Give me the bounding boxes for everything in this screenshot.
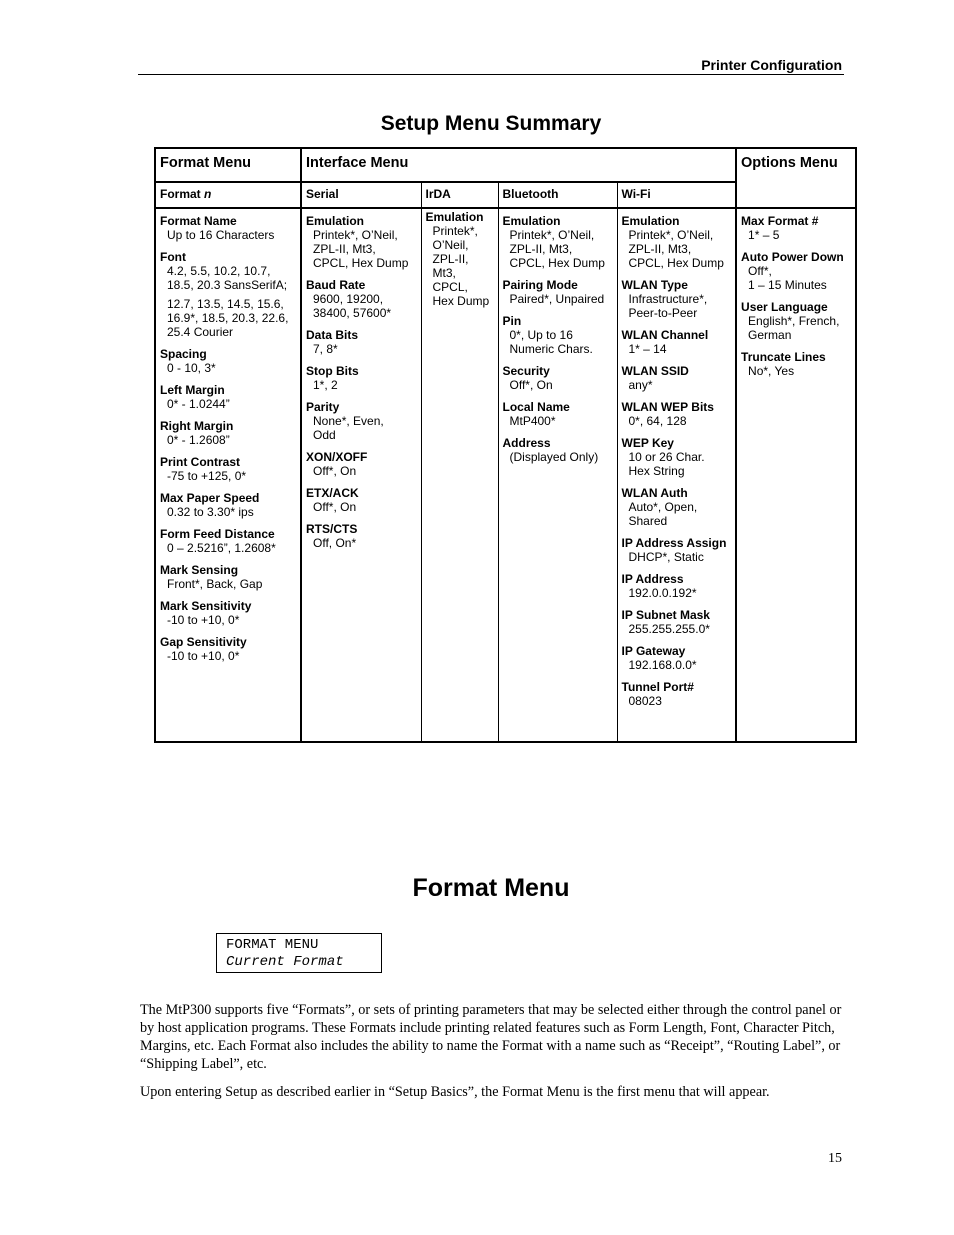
- option-entry: Pairing Mode Paired*, Unpaired: [502, 278, 605, 306]
- option-entry: Max Paper Speed 0.32 to 3.30* ips: [160, 491, 260, 519]
- option-entry: WLAN SSID any*: [621, 364, 689, 392]
- option-entry: WLAN Channel 1* – 14: [621, 328, 709, 356]
- option-entry: Truncate Lines No*, Yes: [741, 350, 826, 378]
- option-entry: Form Feed Distance 0 – 2.5216”, 1.2608*: [160, 527, 276, 555]
- option-entry: WEP Key 10 or 26 Char. Hex String: [621, 436, 705, 478]
- bluetooth-subheader: Bluetooth: [498, 182, 617, 208]
- option-entry: Emulation Printek*, O’Neil, ZPL-II, Mt3, CPCL, Hex Dump: [502, 214, 605, 270]
- serial-column: [301, 208, 421, 742]
- format-n-subheader: Format n: [155, 182, 301, 208]
- options-menu-header: Options Menu: [736, 148, 856, 208]
- summary-title: Setup Menu Summary: [380, 112, 602, 135]
- option-entry: ETX/ACK Off*, On: [306, 486, 359, 514]
- running-header: Printer Configuration: [701, 57, 842, 73]
- option-entry: IP Address 192.0.0.192*: [621, 572, 697, 600]
- format-menu-title: Format Menu: [412, 874, 570, 902]
- option-entry: Baud Rate 9600, 19200, 38400, 57600*: [306, 278, 392, 320]
- wifi-subheader: Wi-Fi: [617, 182, 736, 208]
- body-paragraph: Upon entering Setup as described earlier in “Setup Basics”, the Format Menu is the first menu that will appear.: [140, 1084, 770, 1100]
- option-entry: Emulation Printek*, O’Neil, ZPL-II, Mt3, CPCL, Hex Dump: [621, 214, 724, 270]
- option-entry: Auto Power Down Off*, 1 – 15 Minutes: [741, 250, 844, 292]
- option-entry: Data Bits 7, 8*: [306, 328, 359, 356]
- body-paragraph: The MtP300 supports five “Formats”, or sets of printing parameters that may be selected either through the control panel or by host application programs. These Formats include printing related features such as Form Length, Font, Character Pitch, Margins, etc. Each Format also includes the ability to name the Format with a name such as “Receipt”, “Routing Label”, or “Shipping Label”, etc.: [140, 1002, 842, 1072]
- option-entry: Spacing 0 - 10, 3*: [160, 347, 216, 375]
- page-number: 15: [828, 1151, 842, 1166]
- option-entry: Gap Sensitivity -10 to +10, 0*: [160, 635, 247, 663]
- option-entry: Print Contrast -75 to +125, 0*: [160, 455, 247, 483]
- option-entry: IP Subnet Mask 255.255.255.0*: [621, 608, 710, 636]
- option-entry: IP Gateway 192.168.0.0*: [621, 644, 697, 672]
- option-entry: Emulation Printek*, O’Neil, ZPL-II, Mt3, CPCL, Hex Dump: [306, 214, 409, 270]
- option-entry: Emulation Printek*, O’Neil, ZPL-II, Mt3, CPCL, Hex Dump: [425, 210, 490, 308]
- option-entry: Parity None*, Even, Odd: [306, 400, 384, 442]
- option-entry: XON/XOFF Off*, On: [306, 450, 368, 478]
- wifi-column: [617, 208, 736, 742]
- option-entry: Pin 0*, Up to 16 Numeric Chars.: [502, 314, 593, 356]
- option-entry: WLAN Auth Auto*, Open, Shared: [621, 486, 698, 528]
- option-entry: IP Address Assign DHCP*, Static: [621, 536, 727, 564]
- interface-menu-header: Interface Menu: [301, 148, 736, 182]
- option-entry: WLAN Type Infrastructure*, Peer-to-Peer: [621, 278, 708, 320]
- lcd-line-2: Current Format: [226, 954, 344, 970]
- lcd-display: [216, 933, 382, 973]
- lcd-line-1: FORMAT MENU: [226, 937, 319, 953]
- option-entry: RTS/CTS Off, On*: [306, 522, 358, 550]
- bluetooth-column: [498, 208, 617, 742]
- format-column: [155, 208, 301, 742]
- option-entry: Tunnel Port# 08023: [621, 680, 694, 708]
- option-entry: Max Format # 1* – 5: [741, 214, 819, 242]
- option-entry: Format Name Up to 16 Characters: [160, 214, 275, 242]
- option-entry: Mark Sensitivity -10 to +10, 0*: [160, 599, 252, 627]
- format-menu-header: Format Menu: [155, 148, 301, 182]
- irda-column: [421, 208, 498, 742]
- option-entry: Security Off*, On: [502, 364, 553, 392]
- option-entry: Stop Bits 1*, 2: [306, 364, 359, 392]
- option-entry: WLAN WEP Bits 0*, 64, 128: [621, 400, 714, 428]
- irda-subheader: IrDA: [421, 182, 498, 208]
- setup-menu-summary-table: [154, 147, 857, 743]
- option-entry: Font 4.2, 5.5, 10.2, 10.7, 18.5, 20.3 SansSerifA; 12.7, 13.5, 14.5, 15.6, 16.9*, 18.5, 20.3, 22.6, 25.4 Courier: [160, 250, 289, 339]
- option-entry: User Language English*, French, German: [741, 300, 840, 342]
- option-entry: Right Margin 0* - 1.2608”: [160, 419, 234, 447]
- option-entry: Mark Sensing Front*, Back, Gap: [160, 563, 263, 591]
- option-entry: Address (Displayed Only): [502, 436, 599, 464]
- options-column: [736, 208, 856, 742]
- option-entry: Left Margin 0* - 1.0244”: [160, 383, 230, 411]
- option-entry: Local Name MtP400*: [502, 400, 570, 428]
- header-rule: [138, 74, 844, 75]
- serial-subheader: Serial: [301, 182, 421, 208]
